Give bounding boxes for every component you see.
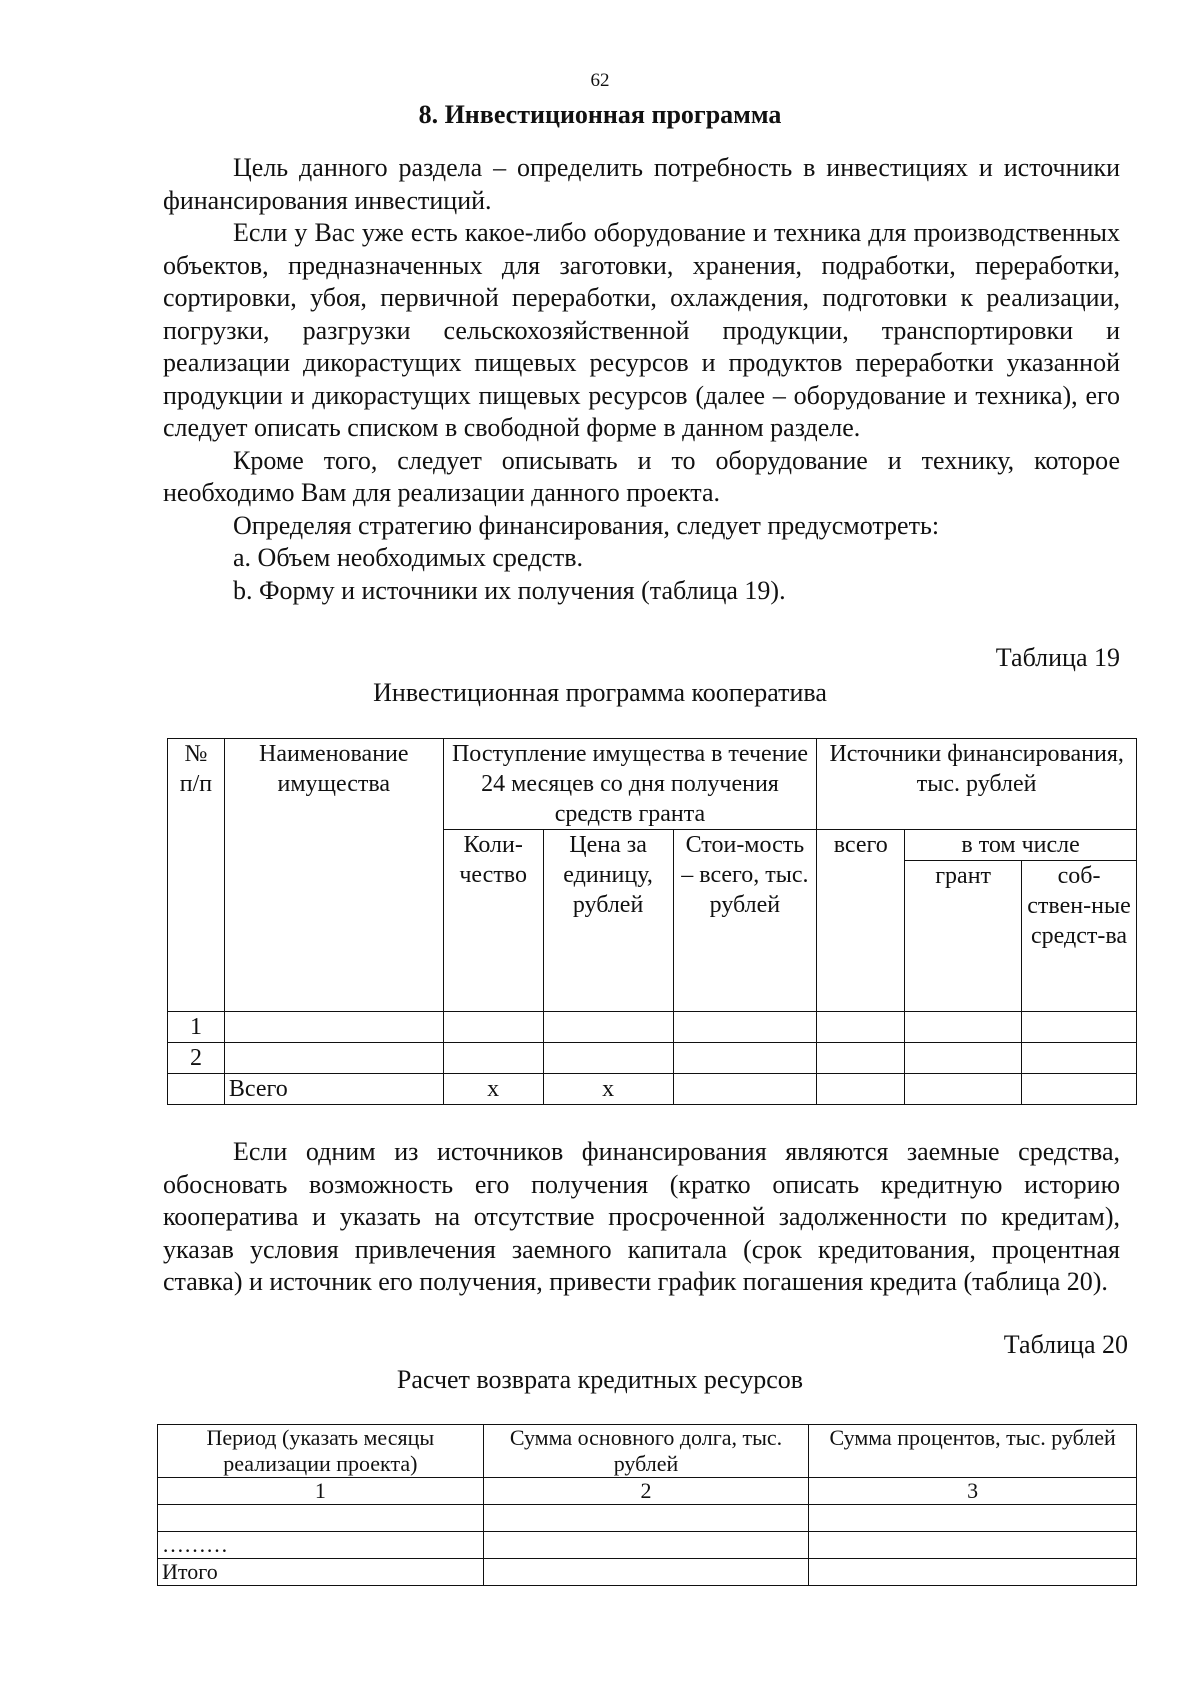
- header-sources: Источники финансирования, тыс. рублей: [817, 739, 1137, 830]
- header-principal: Сумма основного долга, тыс. рублей: [483, 1425, 809, 1478]
- header-unit-price: Цена за единицу, рублей: [543, 830, 673, 1012]
- paragraph-additional: Кроме того, следует описывать и то оборудование и технику, которое необходимо Вам для реализации данного проекта.: [163, 445, 1120, 507]
- paragraph-strategy: Определяя стратегию финансирования, следует предусмотреть:: [233, 510, 940, 540]
- row-number: 1: [168, 1012, 225, 1043]
- section-title: 8. Инвестиционная программа: [418, 100, 782, 129]
- intro-text: [163, 152, 1120, 607]
- column-number: 3: [809, 1478, 1137, 1505]
- list-item-a: a. Объем необходимых средств.: [233, 543, 583, 572]
- table-total-row: [168, 1074, 1137, 1105]
- ellipsis-row: ………: [158, 1532, 484, 1559]
- row-number: 2: [168, 1043, 225, 1074]
- table-row: [168, 1043, 1137, 1074]
- loan-repayment-table: [157, 1424, 1137, 1586]
- table-row: [158, 1532, 1137, 1559]
- investment-table: [167, 738, 1137, 1105]
- header-quantity: Коли-чество: [443, 830, 543, 1012]
- table-total-row: [158, 1559, 1137, 1586]
- header-num: № п/п: [168, 739, 225, 1012]
- header-own-funds: соб-ствен-ные средст-ва: [1022, 861, 1137, 1012]
- header-including: в том числе: [905, 830, 1137, 861]
- x-mark: х: [543, 1074, 673, 1105]
- column-number: 1: [158, 1478, 484, 1505]
- column-number: 2: [483, 1478, 809, 1505]
- header-total: всего: [817, 830, 905, 1012]
- table19-label: Таблица 19: [995, 643, 1120, 672]
- table-row: [168, 1012, 1137, 1043]
- header-period: Период (указать месяцы реализации проекта): [158, 1425, 484, 1478]
- loan-text: [163, 1136, 1120, 1299]
- table-row: [158, 1505, 1137, 1532]
- x-mark: х: [443, 1074, 543, 1105]
- header-name: Наименование имущества: [224, 739, 443, 1012]
- paragraph-goal: Цель данного раздела – определить потребность в инвестициях и источники финансирования инвестиций.: [163, 153, 1120, 215]
- table19-title: Инвестиционная программа кооператива: [373, 678, 827, 707]
- header-cost: Стои-мость – всего, тыс. рублей: [673, 830, 817, 1012]
- table20-label: Таблица 20: [1003, 1330, 1128, 1359]
- header-interest: Сумма процентов, тыс. рублей: [809, 1425, 1137, 1478]
- total-label: Итого: [158, 1559, 484, 1586]
- page-number: 62: [590, 70, 610, 91]
- table20-title: Расчет возврата кредитных ресурсов: [396, 1365, 804, 1394]
- paragraph-equipment: Если у Вас уже есть какое-либо оборудование и техника для производственных объектов, предназначенных для заготовки, хранения, подработки, переработки, сортировки, убоя, первичной переработки, охлаждения, подготовки к реализации, погрузки, разгрузки сельскохозяйственной продукции, транспортировки и реализации дикорастущих пищевых ресурсов и продуктов переработки указанной продукции и дикорастущих пищевых ресурсов (далее – оборудование и техника), его следует описать списком в свободной форме в данном разделе.: [163, 218, 1120, 442]
- total-label: Всего: [224, 1074, 443, 1105]
- list-item-b: b. Форму и источники их получения (таблица 19).: [233, 575, 786, 605]
- paragraph-loan: Если одним из источников финансирования являются заемные средства, обосновать возможность его получения (кратко описать кредитную историю кооператива и указать на отсутствие просроченной задолженности по кредитам), указав условия привлечения заемного капитала (срок кредитования, процентная ставка) и источник его получения, привести график погашения кредита (таблица 20).: [163, 1137, 1120, 1296]
- header-receipt: Поступление имущества в течение 24 месяцев со дня получения средств гранта: [443, 739, 817, 830]
- header-grant: грант: [905, 861, 1022, 1012]
